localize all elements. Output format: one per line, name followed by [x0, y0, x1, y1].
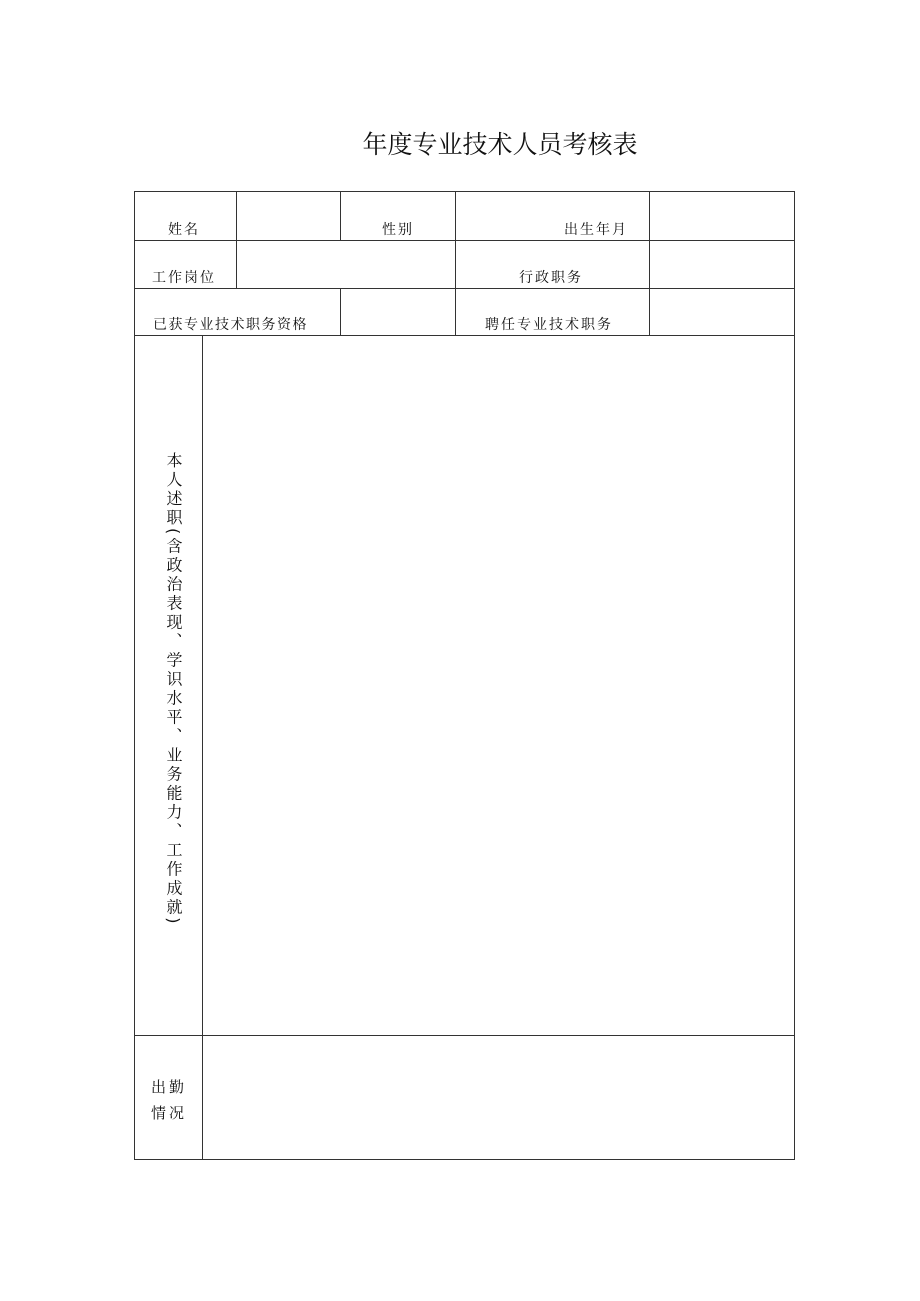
table-border-top [134, 191, 795, 192]
label-attendance-line1: 出勤 [151, 1078, 188, 1096]
appointed-field[interactable] [651, 290, 793, 334]
label-post: 工作岗位 [152, 270, 216, 286]
table-border-right [794, 191, 795, 1160]
self-report-field[interactable] [204, 337, 793, 1034]
table-border-bottom [134, 1159, 795, 1160]
label-attendance-line2: 情况 [151, 1104, 188, 1122]
col-divider-d [649, 191, 650, 336]
col-divider-e [340, 288, 341, 336]
birth-field[interactable] [651, 193, 793, 239]
qualification-field[interactable] [342, 290, 454, 334]
col-divider-c [455, 191, 456, 336]
label-admin-position: 行政职务 [519, 270, 583, 286]
table-border-left [134, 191, 135, 1160]
row-divider-4 [134, 1035, 795, 1036]
name-field[interactable] [238, 193, 339, 239]
label-appointed: 聘任专业技术职务 [485, 317, 613, 333]
col-divider-a [236, 191, 237, 289]
label-birth: 出生年月 [564, 222, 628, 238]
post-field[interactable] [238, 242, 454, 287]
row-divider-3 [134, 335, 795, 336]
label-self-report: 本人述职(含政治表现、学识水平、业务能力、工作成就) [164, 452, 183, 927]
row-divider-2 [134, 288, 795, 289]
row-divider-1 [134, 240, 795, 241]
form-title: 年度专业技术人员考核表 [362, 130, 638, 159]
attendance-field[interactable] [204, 1037, 793, 1158]
col-divider-label [202, 335, 203, 1160]
label-gender: 性别 [382, 222, 414, 238]
admin-position-field[interactable] [651, 242, 793, 287]
col-divider-b [340, 191, 341, 241]
label-qualification: 已获专业技术职务资格 [153, 317, 308, 333]
gender-field[interactable] [457, 193, 557, 239]
label-name: 姓名 [168, 222, 200, 238]
